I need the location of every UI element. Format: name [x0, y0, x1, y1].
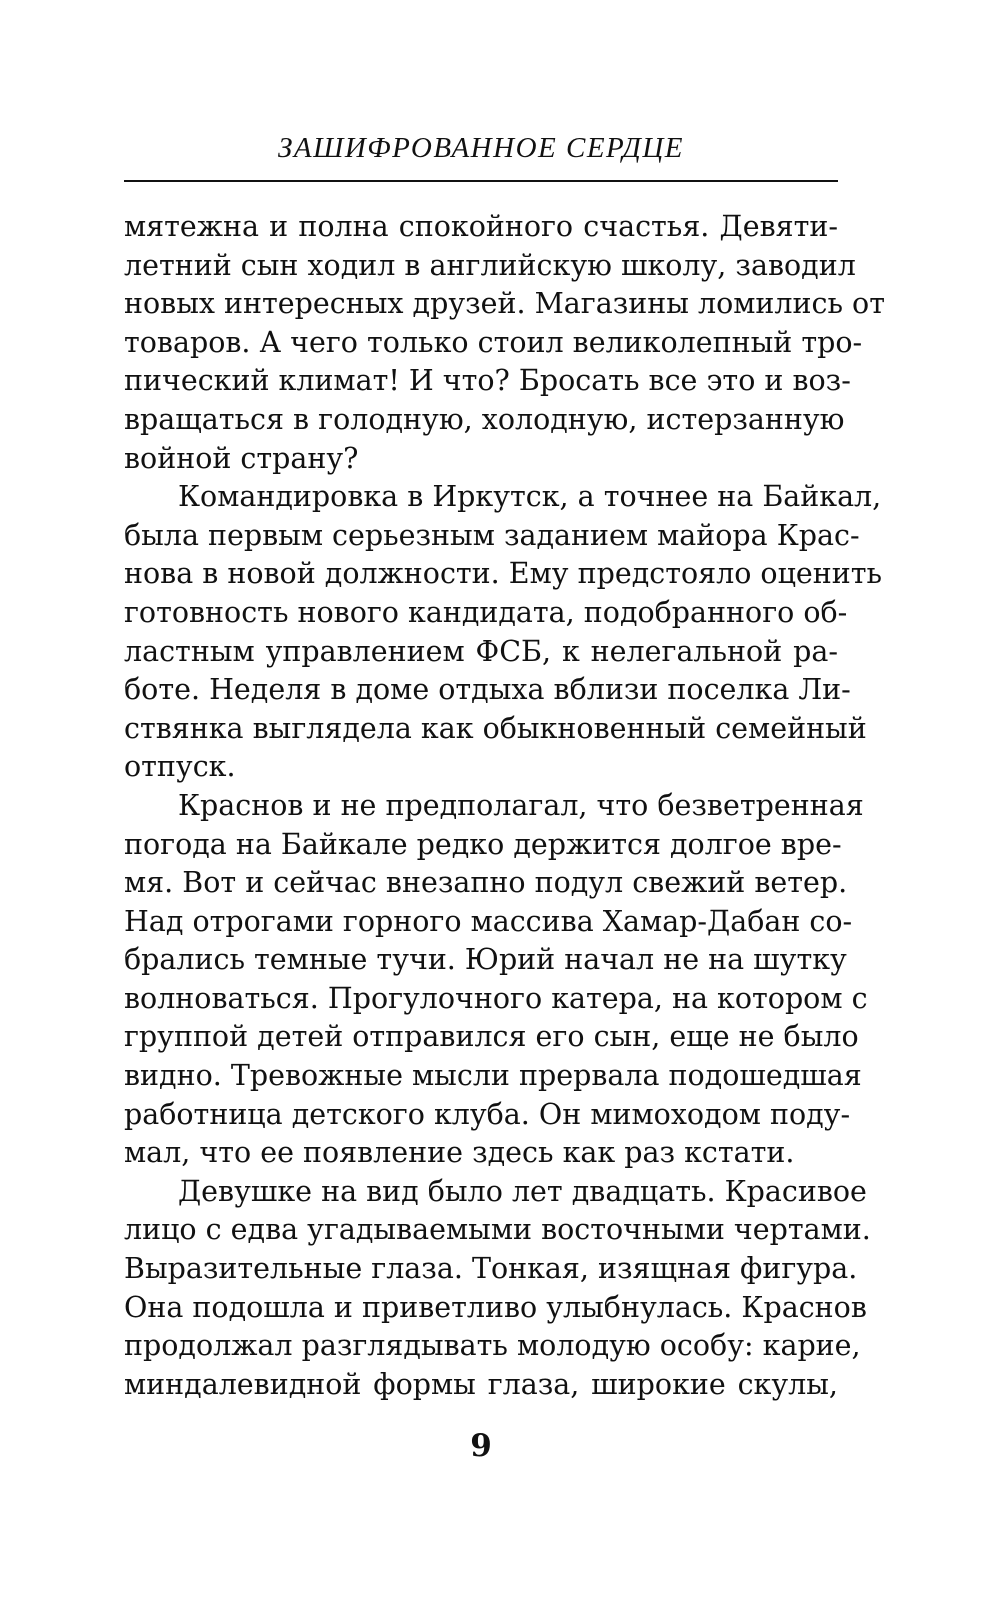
text-line: мя. Вот и сейчас внезапно подул свежий ветер.: [124, 866, 848, 900]
text-line: готовность нового кандидата, подобранного об-: [124, 595, 848, 629]
text-line: брались темные тучи. Юрий начал не на шутку: [124, 943, 847, 977]
text-line: группой детей отправился его сын, еще не было: [124, 1020, 859, 1054]
paragraph: [124, 208, 885, 478]
text-line: Выразительные глаза. Тонкая, изящная фигура.: [124, 1252, 858, 1286]
text-line: товаров. А чего только стоил великолепный тро-: [124, 325, 863, 359]
text-line: погода на Байкале редко держится долгое вре-: [124, 827, 842, 861]
text-line: новых интересных друзей. Магазины ломились от: [124, 287, 885, 321]
text-line: волноваться. Прогулочного катера, на котором с: [124, 981, 868, 1015]
text-line: Командировка в Иркутск, а точнее на Байкал,: [178, 480, 882, 514]
text-line: мятежна и полна спокойного счастья. Девяти-: [124, 210, 838, 243]
text-line: летний сын ходил в английскую школу, заводил: [124, 248, 856, 282]
text-line: вращаться в голодную, холодную, истерзанную: [124, 402, 845, 436]
header-rule: [124, 180, 838, 182]
text-line: ластным управлением ФСБ, к нелегальной ра-: [124, 634, 838, 668]
paragraph: [124, 1173, 871, 1405]
paragraph: [124, 787, 868, 1173]
text-line: продолжал разглядывать молодую особу: карие,: [124, 1329, 861, 1363]
text-line: мал, что ее появление здесь как раз кстати.: [124, 1136, 795, 1170]
text-line: пический климат! И что? Бросать все это и воз-: [124, 364, 851, 398]
text-line: отпуск.: [124, 750, 236, 784]
paragraph: [124, 478, 883, 787]
text-line: нова в новой должности. Ему предстояло оценить: [124, 557, 883, 591]
text-line: Девушке на вид было лет двадцать. Красивое: [178, 1174, 867, 1208]
text-line: миндалевидной формы глаза, широкие скулы,: [124, 1367, 838, 1401]
text-line: боте. Неделя в доме отдыха вблизи поселка Ли-: [124, 673, 851, 707]
page-number: 9: [470, 1428, 492, 1464]
text-line: лицо с едва угадываемыми восточными чертами.: [124, 1213, 871, 1247]
text-line: была первым серьезным заданием майора Крас-: [124, 518, 860, 552]
text-line: работница детского клуба. Он мимоходом поду-: [124, 1097, 851, 1131]
running-head: ЗАШИФРОВАННОЕ СЕРДЦЕ: [278, 132, 684, 164]
text-line: видно. Тревожные мысли прервала подошедшая: [124, 1059, 862, 1093]
text-line: Она подошла и приветливо улыбнулась. Краснов: [124, 1290, 867, 1324]
text-line: Краснов и не предполагал, что безветренная: [178, 788, 864, 822]
text-line: войной страну?: [124, 441, 359, 475]
text-line: Над отрогами горного массива Хамар-Дабан со-: [124, 904, 853, 938]
body-text: [124, 208, 885, 1404]
text-line: ствянка выглядела как обыкновенный семейный: [124, 711, 867, 745]
